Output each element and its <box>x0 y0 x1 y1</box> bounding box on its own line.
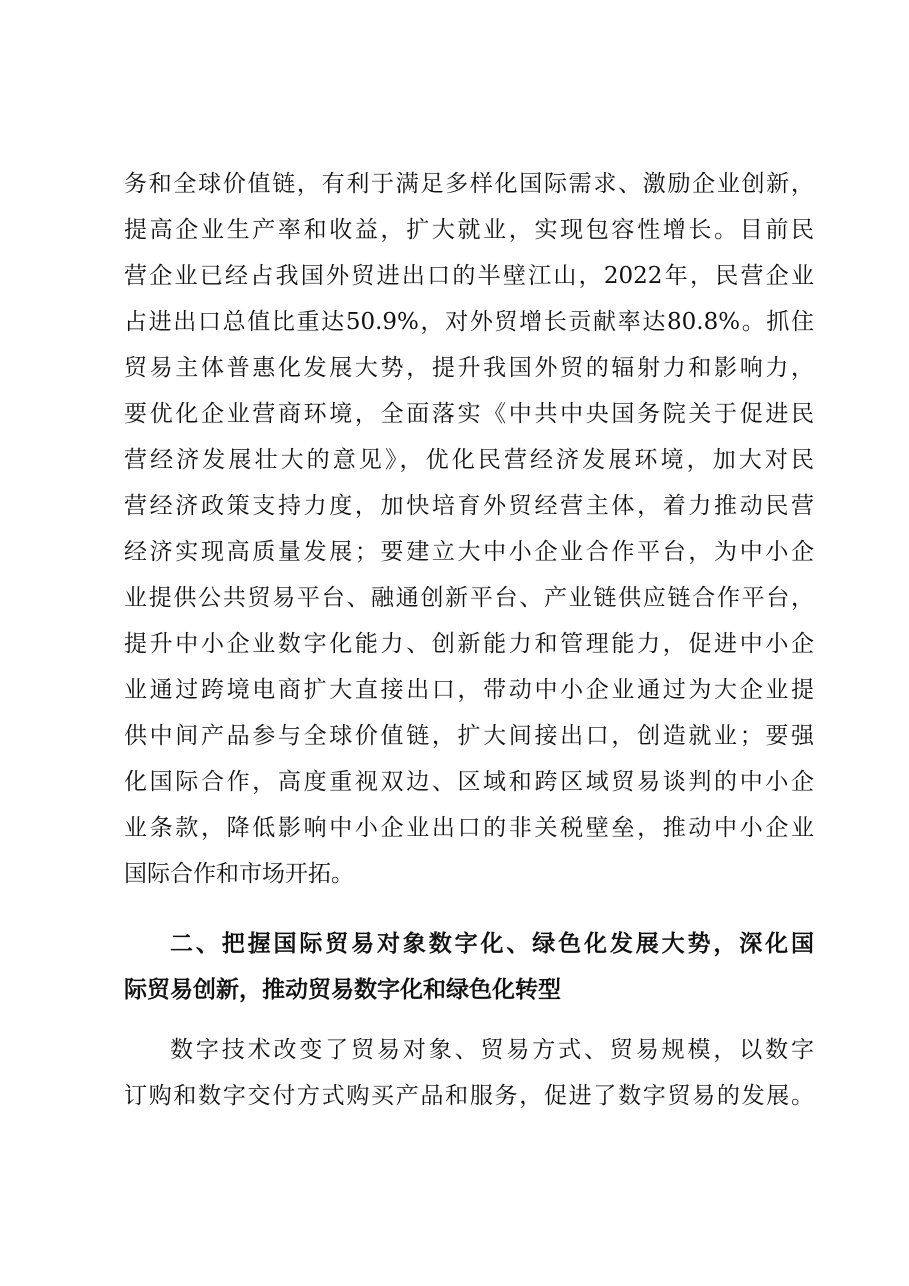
body-text-line: 占进出口总值比重达50.9%，对外贸增长贡献率达80.8%。抓住 <box>124 309 814 335</box>
body-text-line: 营经济发展壮大的意见》，优化民营经济发展环境，加大对民 <box>124 447 814 473</box>
body-text-line: 业提供公共贸易平台、融通创新平台、产业链供应链合作平台， <box>124 585 814 611</box>
body-text-line: 要优化企业营商环境，全面落实《中共中央国务院关于促进民 <box>124 401 814 427</box>
body-text-line: 经济实现高质量发展；要建立大中小企业合作平台，为中小企 <box>124 539 814 565</box>
body-text-line: 提升中小企业数字化能力、创新能力和管理能力，促进中小企 <box>124 631 814 657</box>
body-text-line: 业通过跨境电商扩大直接出口，带动中小企业通过为大企业提 <box>124 677 814 703</box>
body-text-line: 数字技术改变了贸易对象、贸易方式、贸易规模，以数字 <box>170 1037 814 1063</box>
body-text-line: 提高企业生产率和收益，扩大就业，实现包容性增长。目前民 <box>124 217 814 243</box>
body-text-line: 营企业已经占我国外贸进出口的半壁江山，2022年，民营企业 <box>124 263 814 289</box>
body-text-line: 业条款，降低影响中小企业出口的非关税壁垒，推动中小企业 <box>124 815 814 841</box>
body-text-line: 营经济政策支持力度，加快培育外贸经营主体，着力推动民营 <box>124 493 814 519</box>
body-text-line: 订购和数字交付方式购买产品和服务，促进了数字贸易的发展。 <box>124 1083 814 1109</box>
body-text-line: 供中间产品参与全球价值链，扩大间接出口，创造就业；要强 <box>124 723 814 749</box>
body-text-line: 务和全球价值链，有利于满足多样化国际需求、激励企业创新， <box>124 171 814 197</box>
section-heading-line: 际贸易创新，推动贸易数字化和绿色化转型 <box>124 977 561 1003</box>
body-text-line: 化国际合作，高度重视双边、区域和跨区域贸易谈判的中小企 <box>124 769 814 795</box>
body-text-line: 国际合作和市场开拓。 <box>124 861 354 887</box>
body-text-line: 贸易主体普惠化发展大势，提升我国外贸的辐射力和影响力， <box>124 355 814 381</box>
section-heading-line: 二、把握国际贸易对象数字化、绿色化发展大势，深化国 <box>170 931 814 957</box>
